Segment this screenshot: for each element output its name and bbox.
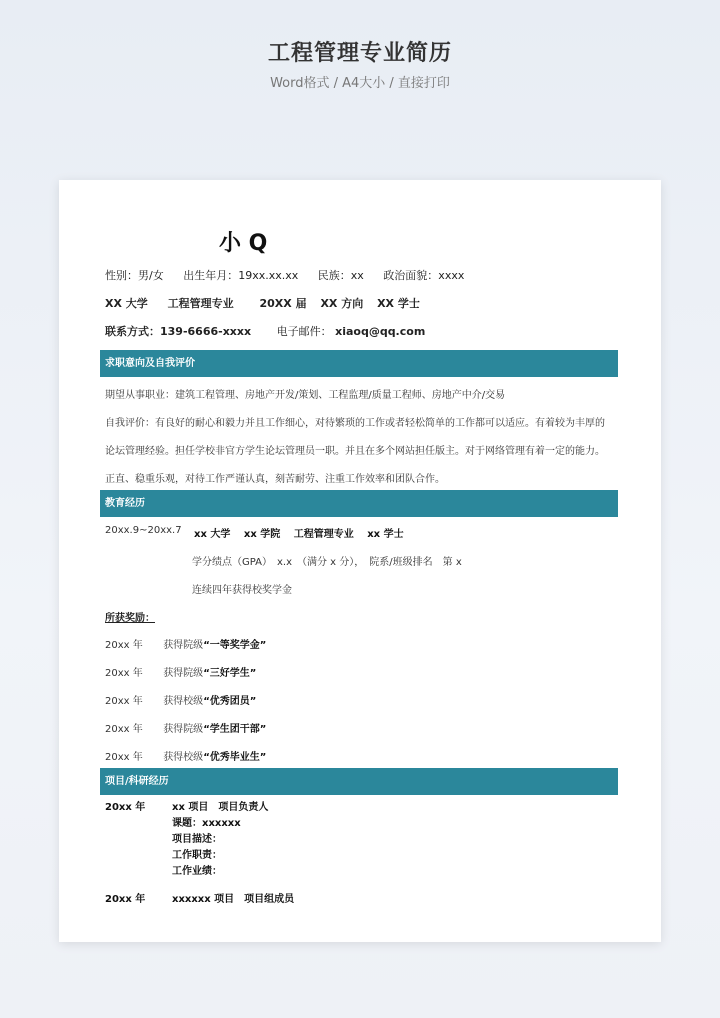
section-header-projects: 项目/科研经历: [100, 768, 618, 795]
project-1-title: xx 项目 项目负责人: [172, 802, 269, 813]
award-year: 20xx 年: [105, 696, 143, 707]
education-summary-row: [105, 295, 436, 311]
project-1-duties: 工作职责：: [172, 850, 222, 861]
political-status: 政治面貌：xxxx: [383, 269, 465, 282]
award-prefix: 获得院级: [163, 640, 204, 651]
award-year: 20xx 年: [105, 640, 143, 651]
edu-college: xx 学院: [243, 529, 281, 540]
section-header-education: 教育经历: [100, 490, 618, 517]
education-period: 20xx.9~20xx.7: [105, 525, 182, 536]
school: XX 大学: [105, 297, 148, 310]
direction: XX 方向: [320, 297, 364, 310]
page-header: [0, 36, 720, 91]
award-prefix: 获得校级: [163, 752, 204, 763]
project-1-results: 工作业绩：: [172, 866, 222, 877]
award-name: “三好学生”: [203, 668, 257, 679]
grade: 20XX 届: [259, 297, 307, 310]
project-1-description: 项目描述：: [172, 834, 222, 845]
degree: XX 学士: [377, 297, 420, 310]
edu-major: 工程管理专业: [293, 529, 354, 540]
email: xiaoq@qq.com: [335, 325, 426, 338]
award-year: 20xx 年: [105, 752, 143, 763]
phone: 联系方式：139-6666-xxxx: [105, 325, 252, 338]
scholarship: 连续四年获得校奖学金: [192, 585, 292, 596]
project-2-title: xxxxxx 项目 项目组成员: [172, 894, 295, 905]
gpa: 学分绩点（GPA） x.x （满分 x 分）， 院系/班级排名 第 x: [192, 557, 462, 568]
award-name: “优秀团员”: [203, 696, 257, 707]
award-name: “学生团干部”: [203, 724, 267, 735]
resume-paper: [59, 180, 661, 942]
award-year: 20xx 年: [105, 668, 143, 679]
project-2-year: 20xx 年: [105, 894, 146, 905]
award-item: [105, 692, 256, 707]
award-name: “一等奖学金”: [203, 640, 267, 651]
edu-degree: xx 学士: [367, 529, 404, 540]
self-eval-line-3: 正直、稳重乐观，对待工作严谨认真，刻苦耐劳、注重工作效率和团队合作。: [105, 474, 445, 485]
major: 工程管理专业: [167, 297, 234, 310]
birth-date: 出生年月：19xx.xx.xx: [183, 269, 299, 282]
self-eval-line-1: 自我评价：有良好的耐心和毅力并且工作细心，对待繁琐的工作或者轻松简单的工作都可以适应。有着较为丰厚的: [105, 418, 605, 429]
gender: 性别：男/女: [105, 269, 164, 282]
award-item: [105, 748, 266, 763]
section-header-objective: 求职意向及自我评价: [100, 350, 618, 377]
basic-info-row: [105, 267, 480, 283]
award-year: 20xx 年: [105, 724, 143, 735]
page-subtitle: Word格式 / A4大小 / 直接打印: [270, 76, 450, 91]
award-item: [105, 720, 266, 735]
page-title: 工程管理专业简历: [267, 41, 452, 66]
contact-row: [105, 323, 441, 339]
award-prefix: 获得院级: [163, 668, 204, 679]
award-item: [105, 636, 266, 651]
award-prefix: 获得院级: [163, 724, 204, 735]
email-label: 电子邮件：: [276, 325, 332, 338]
award-name: “优秀毕业生”: [203, 752, 267, 763]
edu-school: xx 大学: [194, 529, 231, 540]
award-item: [105, 664, 256, 679]
awards-title: 所获奖励：: [105, 613, 155, 624]
ethnicity: 民族：xx: [317, 269, 364, 282]
self-eval-line-2: 论坛管理经验。担任学校非官方学生论坛管理员一职。并且在多个网站担任版主。对于网络管理有着一定的能力。: [105, 446, 605, 457]
education-detail: [194, 525, 404, 540]
award-prefix: 获得校级: [163, 696, 204, 707]
resume-name: 小 Q: [219, 231, 268, 256]
desired-jobs: 期望从事职业：建筑工程管理、房地产开发/策划、工程监理/质量工程师、房地产中介/交易: [105, 390, 506, 401]
project-1-year: 20xx 年: [105, 802, 146, 813]
project-1-topic: 课题：xxxxxx: [172, 818, 241, 829]
